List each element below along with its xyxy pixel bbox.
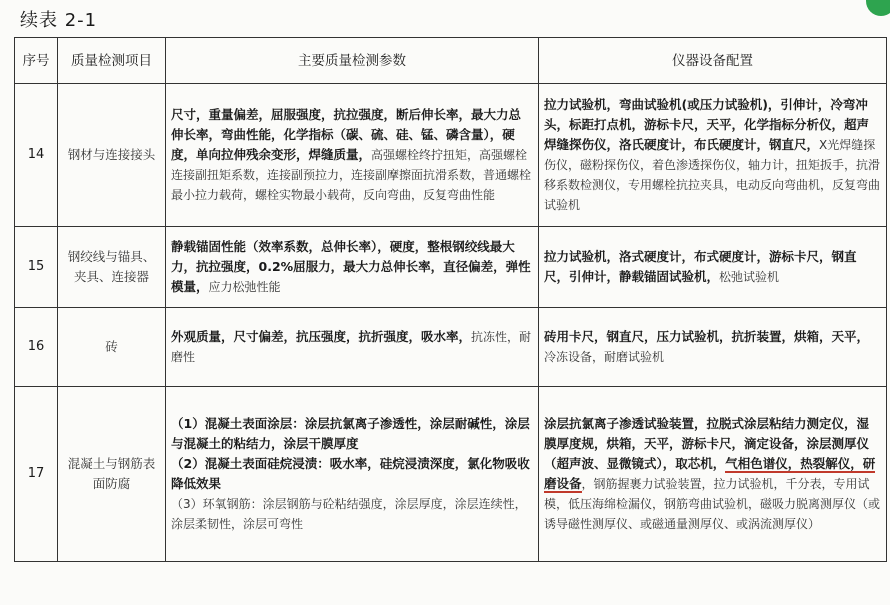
row-item: 砖 [58, 308, 166, 387]
instr-underlined: 气相色谱仪，热裂解仪，研磨设备 [544, 456, 876, 491]
params-bold: 外观质量，尺寸偏差，抗压强度，抗折强度，吸水率， [171, 329, 472, 344]
params-line-3: （3）环氧钢筋：涂层钢筋与砼粘结强度，涂层厚度，涂层连续性，涂层柔韧性，涂层可弯性 [171, 497, 527, 531]
table-row [15, 308, 887, 387]
row-instruments [539, 84, 887, 227]
row-no: 14 [15, 84, 58, 227]
header-item: 质量检测项目 [58, 38, 166, 84]
row-params [166, 84, 539, 227]
header-no: 序号 [15, 38, 58, 84]
instr-bold: 拉力试验机，洛式硬度计，布式硬度计，游标卡尺，钢直尺，引伸计，静载锚固试验机， [544, 249, 857, 284]
row-instruments [539, 308, 887, 387]
instr-bold: 砖用卡尺，钢直尺，压力试验机，抗折装置，烘箱，天平， [544, 329, 870, 344]
row-params [166, 227, 539, 308]
header-params: 主要质量检测参数 [166, 38, 539, 84]
row-instruments [539, 227, 887, 308]
instr-bold: 拉力试验机，弯曲试验机(或压力试验机)，引伸计，冷弯冲头，标距打点机，游标卡尺，天平，化学指标分析仪，超声焊缝探伤仪，洛氏硬度计，布氏硬度计，钢直尺， [544, 97, 870, 152]
row-no: 17 [15, 387, 58, 562]
row-no: 15 [15, 227, 58, 308]
status-dot [866, 0, 890, 16]
table-row [15, 227, 887, 308]
instr-normal: X光焊缝探伤仪，磁粉探伤仪，着色渗透探伤仪，轴力计，扭矩扳手，抗滑移系数检测仪，专用螺栓抗拉夹具，电动反向弯曲机，反复弯曲试验机 [544, 138, 881, 212]
row-item: 钢材与连接接头 [58, 84, 166, 227]
row-params [166, 308, 539, 387]
params-normal: 高强螺栓终拧扭矩，高强螺栓连接副扭矩系数，连接副预拉力，连接副摩擦面抗滑系数，普通螺栓最小拉力载荷，螺栓实物最小载荷，反向弯曲，反复弯曲性能 [171, 148, 532, 202]
header-instruments: 仪器设备配置 [539, 38, 887, 84]
quality-test-table [14, 37, 887, 562]
table-header-row [15, 38, 887, 84]
params-bold: 静载锚固性能（效率系数，总伸长率），硬度，整根钢绞线最大力，抗拉强度，0.2%屈服力，最大力总伸长率，直径偏差，弹性模量， [171, 239, 531, 294]
row-item: 钢绞线与锚具、夹具、连接器 [58, 227, 166, 308]
table-caption: 续表 2-1 [20, 10, 98, 31]
row-params [166, 387, 539, 562]
table-row [15, 387, 887, 562]
row-item: 混凝土与钢筋表面防腐 [58, 387, 166, 562]
instr-bold: 涂层抗氯离子渗透试验装置，拉脱式涂层粘结力测定仪，湿膜厚度规，烘箱，天平，游标卡尺，滴定设备，涂层测厚仪（超声波、显微镜式），取芯机， [544, 416, 870, 471]
table-row [15, 84, 887, 227]
instr-normal: 冷冻设备，耐磨试验机 [544, 350, 665, 364]
instr-normal: ，钢筋握裹力试验装置，拉力试验机，千分表，专用试模，低压海绵检漏仪，钢筋弯曲试验机，磁吸力脱离测厚仪（或诱导磁性测厚仪、或磁通量测厚仪、或涡流测厚仪） [544, 477, 881, 531]
row-instruments [539, 387, 887, 562]
instr-normal: 松弛试验机 [719, 270, 780, 284]
params-normal: 应力松弛性能 [208, 280, 281, 294]
row-no: 16 [15, 308, 58, 387]
params-bold: 尺寸，重量偏差，屈服强度，抗拉强度，断后伸长率，最大力总伸长率，弯曲性能，化学指标（碳、硫、硅、锰、磷含量），硬度，单向拉伸残余变形，焊缝质量， [171, 107, 522, 162]
params-normal: 抗冻性，耐磨性 [171, 330, 532, 364]
params-line-1: （1）混凝土表面涂层：涂层抗氯离子渗透性，涂层耐碱性，涂层与混凝土的粘结力，涂层干膜厚度 [171, 416, 530, 451]
params-line-2: （2）混凝土表面硅烷浸渍：吸水率，硅烷浸渍深度，氯化物吸收降低效果 [171, 456, 530, 491]
